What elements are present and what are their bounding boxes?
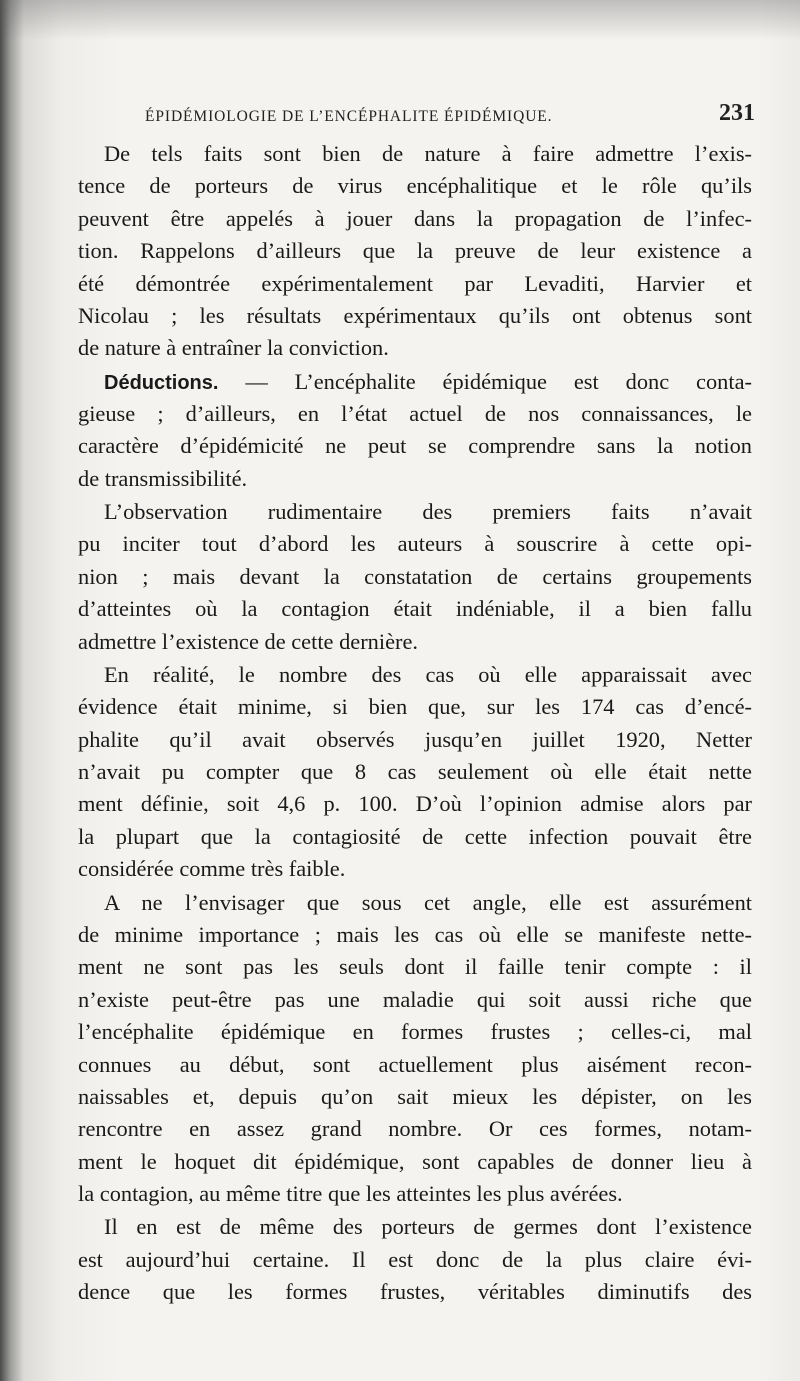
text-line: ment le hoquet dit épidémique, sont capables de donner lieu à	[78, 1148, 752, 1174]
text-line: L’observation rudimentaire des premiers faits n’avait	[104, 499, 752, 525]
text-line: n’existe peut-être pas une maladie qui soit aussi riche que	[78, 986, 752, 1012]
text-line: est aujourd’hui certaine. Il est donc de la plus claire évi-	[78, 1246, 752, 1272]
text-line: dence que les formes frustes, véritables diminutifs des	[78, 1279, 752, 1305]
body-text	[78, 138, 752, 1309]
paragraph-deductions	[78, 366, 752, 496]
text-line: de nature à entraîner la conviction.	[78, 335, 389, 361]
text-line: gieuse ; d’ailleurs, en l’état actuel de nos connaissances, le	[78, 401, 752, 427]
text-line: Il en est de même des porteurs de germes dont l’existence	[104, 1214, 752, 1240]
text-line: tion. Rappelons d’ailleurs que la preuve de leur existence a	[78, 238, 752, 264]
text-line: la contagion, au même titre que les atteintes les plus avérées.	[78, 1181, 623, 1207]
text-line: connues au début, sont actuellement plus aisément recon-	[78, 1051, 752, 1077]
text-line: caractère d’épidémicité ne peut se comprendre sans la notion	[78, 433, 752, 459]
text-line: naissables et, depuis qu’on sait mieux les dépister, on les	[78, 1083, 752, 1109]
paragraph	[78, 496, 752, 658]
text-line: rencontre en assez grand nombre. Or ces formes, notam-	[78, 1116, 752, 1142]
paragraph	[78, 1211, 752, 1308]
text-line: de transmissibilité.	[78, 465, 248, 491]
text-line: considérée comme très faible.	[78, 856, 346, 882]
text-line: la plupart que la contagiosité de cette infection pouvait être	[78, 823, 752, 849]
page-number: 231	[719, 100, 755, 126]
text-line: nion ; mais devant la constatation de certains groupements	[78, 563, 752, 589]
text-line: tence de porteurs de virus encéphalitique et le rôle qu’ils	[78, 173, 752, 199]
text-line-rest: — L’encéphalite épidémique est donc conta-	[218, 368, 752, 394]
text-line: n’avait pu compter que 8 cas seulement où elle était nette	[78, 759, 752, 785]
page-header	[145, 100, 755, 134]
text-line: peuvent être appelés à jouer dans la propagation de l’infec-	[78, 205, 752, 231]
text-line: A ne l’envisager que sous cet angle, elle est assurément	[104, 889, 752, 915]
running-head: ÉPIDÉMIOLOGIE DE L’ENCÉPHALITE ÉPIDÉMIQUE.	[145, 108, 553, 125]
text-line: Nicolau ; les résultats expérimentaux qu’ils ont obtenus sont	[78, 302, 752, 328]
text-line	[78, 366, 752, 398]
paragraph	[78, 659, 752, 886]
text-line: ment ne sont pas les seuls dont il faille tenir compte : il	[78, 954, 752, 980]
text-line: ment définie, soit 4,6 p. 100. D’où l’opinion admise alors par	[78, 791, 752, 817]
text-line: d’atteintes où la contagion était indéniable, il a bien fallu	[78, 596, 752, 622]
text-line: évidence était minime, si bien que, sur les 174 cas d’encé-	[78, 694, 752, 720]
text-line: été démontrée expérimentalement par Levaditi, Harvier et	[78, 270, 752, 296]
text-line: de minime importance ; mais les cas où elle se manifeste nette-	[78, 921, 752, 947]
text-line: pu inciter tout d’abord les auteurs à souscrire à cette opi-	[78, 531, 752, 557]
scan-shadow	[0, 0, 800, 40]
paragraph	[78, 138, 752, 365]
text-line: admettre l’existence de cette dernière.	[78, 628, 419, 654]
paragraph	[78, 887, 752, 1211]
text-line: De tels faits sont bien de nature à faire admettre l’exis-	[104, 141, 752, 166]
text-line: phalite qu’il avait observés jusqu’en juillet 1920, Netter	[78, 726, 752, 752]
text-line: l’encéphalite épidémique en formes frustes ; celles-ci, mal	[78, 1019, 752, 1045]
section-lead: Déductions.	[104, 371, 219, 394]
text-line: En réalité, le nombre des cas où elle apparaissait avec	[104, 661, 752, 687]
